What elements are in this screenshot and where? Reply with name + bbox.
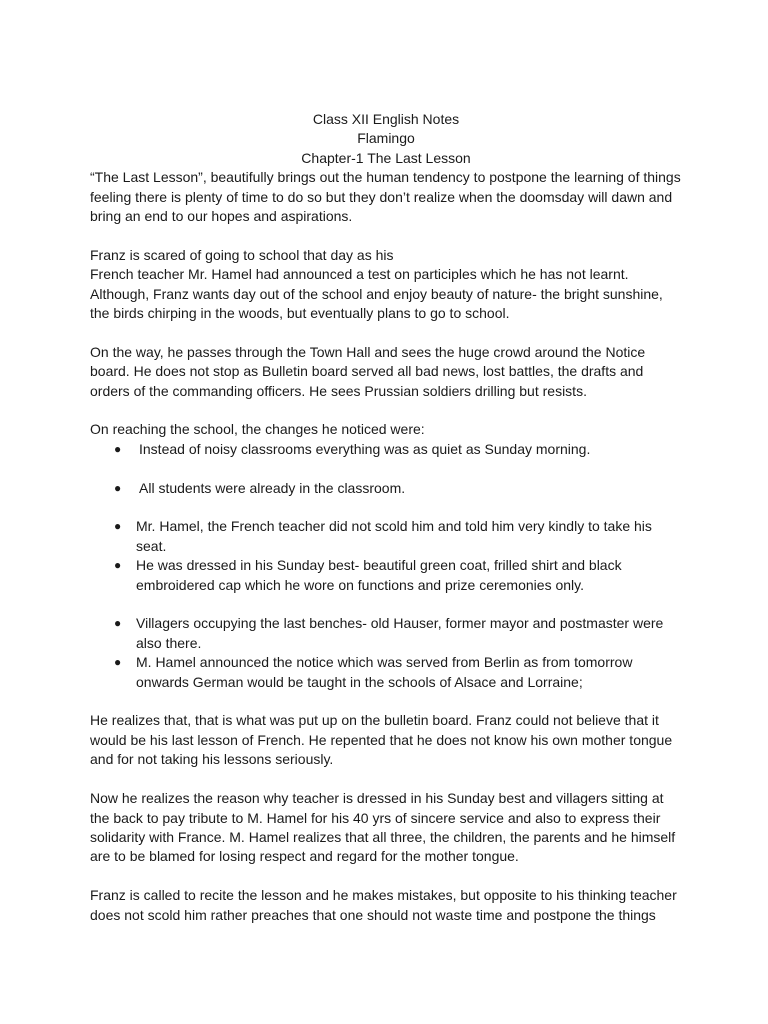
list-item: [90, 479, 690, 498]
bullet-icon: ●: [114, 480, 122, 495]
list-item: [90, 653, 690, 692]
text-line: seat.: [136, 537, 167, 554]
title-block: [82, 110, 690, 168]
paragraph-changes-intro: [90, 420, 690, 439]
text-line: would be his last lesson of French. He repented that he does not know his own mother tongue: [90, 731, 673, 748]
text-line: Although, Franz wants day out of the school and enjoy beauty of nature- the bright sunshine,: [90, 285, 663, 302]
text-line: embroidered cap which he wore on functions and prize ceremonies only.: [136, 576, 584, 593]
list-item: [90, 517, 690, 556]
bullet-icon: ●: [114, 441, 122, 456]
class-heading: Class XII English Notes: [312, 111, 460, 127]
text-line: and for not taking his lessons seriously.: [90, 751, 334, 768]
text-line: also there.: [136, 634, 202, 651]
text-line: Franz is called to recite the lesson and he makes mistakes, but opposite to his thinking teacher: [90, 887, 677, 904]
paragraph-realizes: [90, 711, 690, 769]
changes-bullet-list: [90, 440, 690, 692]
paragraph-franz-scared: [90, 246, 690, 324]
text-line: Mr. Hamel, the French teacher did not scold him and told him very kindly to take his: [136, 518, 652, 535]
paragraph-on-the-way: [90, 343, 690, 401]
text-line: “The Last Lesson”, beautifully brings out the human tendency to postpone the learning of things: [90, 169, 681, 186]
bullet-icon: ●: [114, 616, 122, 631]
text-line: orders of the commanding officers. He sees Prussian soldiers drilling but resists.: [90, 382, 587, 399]
text-line: He was dressed in his Sunday best- beautiful green coat, frilled shirt and black: [136, 557, 622, 574]
text-line: French teacher Mr. Hamel had announced a test on participles which he has not learnt.: [90, 266, 629, 283]
text-line: Now he realizes the reason why teacher is dressed in his Sunday best and villagers sitting at: [90, 790, 664, 807]
document-page: [90, 110, 690, 925]
text-line: onwards German would be taught in the schools of Alsace and Lorraine;: [136, 673, 583, 690]
text-line: feeling there is plenty of time to do so but they don’t realize when the doomsday will dawn and: [90, 188, 673, 205]
book-heading: Flamingo: [357, 130, 415, 147]
bullet-icon: ●: [114, 655, 122, 670]
text-line: the back to pay tribute to M. Hamel for his 40 yrs of sincere service and also to express their: [90, 809, 661, 826]
paragraph-sunday-best: [90, 789, 690, 867]
text-line: does not scold him rather preaches that one should not waste time and postpone the things: [90, 906, 656, 923]
intro-paragraph: [90, 168, 690, 226]
text-line: All students were already in the classroom.: [139, 479, 406, 496]
chapter-heading: Chapter-1 The Last Lesson: [301, 149, 471, 166]
list-item: [90, 614, 690, 653]
bullet-icon: ●: [114, 519, 122, 534]
list-item: [90, 440, 690, 459]
text-line: are to be blamed for losing respect and regard for the mother tongue.: [90, 848, 519, 865]
text-line: On the way, he passes through the Town Hall and sees the huge crowd around the Notice: [90, 343, 646, 360]
bullet-icon: ●: [114, 558, 122, 573]
text-line: Villagers occupying the last benches- old Hauser, former mayor and postmaster were: [136, 615, 664, 632]
text-line: M. Hamel announced the notice which was served from Berlin as from tomorrow: [136, 654, 633, 671]
text-line: the birds chirping in the woods, but eventually plans to go to school.: [90, 305, 510, 322]
text-line: Instead of noisy classrooms everything was as quiet as Sunday morning.: [139, 440, 591, 457]
text-line: solidarity with France. M. Hamel realizes that all three, the children, the parents and he himself: [90, 828, 676, 845]
text-line: On reaching the school, the changes he noticed were:: [90, 421, 425, 438]
paragraph-recite: [90, 886, 690, 925]
text-line: board. He does not stop as Bulletin board served all bad news, lost battles, the drafts and: [90, 363, 644, 380]
text-line: bring an end to our hopes and aspirations.: [90, 208, 353, 225]
text-line: He realizes that, that is what was put up on the bulletin board. Franz could not believe that it: [90, 712, 659, 729]
list-item: [90, 556, 690, 595]
text-line: Franz is scared of going to school that day as his: [90, 246, 394, 263]
